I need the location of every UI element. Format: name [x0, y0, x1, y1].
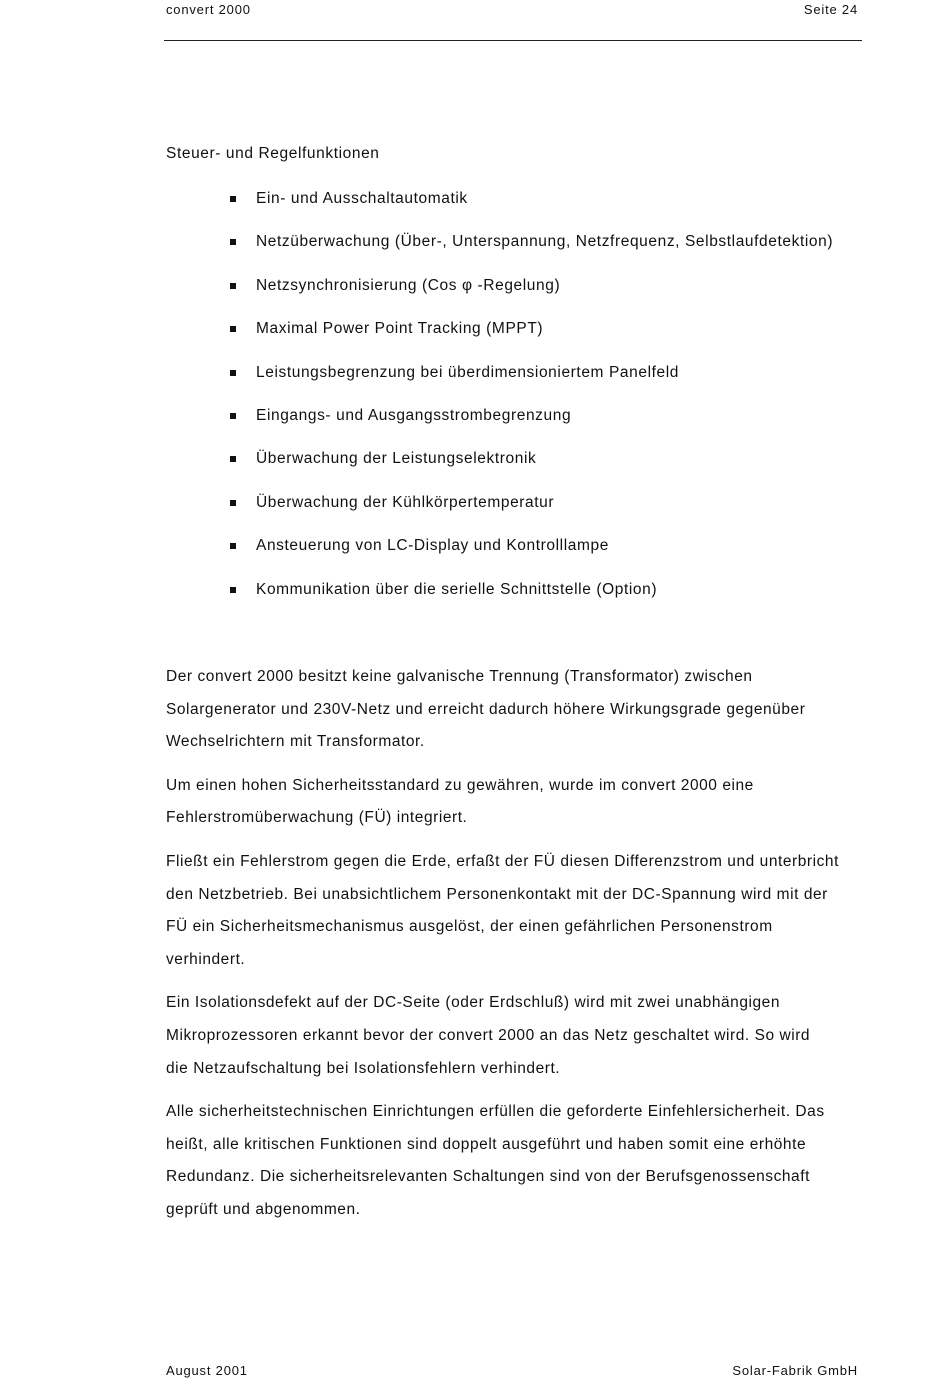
list-item-text: Maximal Power Point Tracking (MPPT): [256, 320, 544, 338]
text-line: die Netzaufschaltung bei Isolationsfehlern verhindert.: [166, 1059, 561, 1077]
section-title: Steuer- und Regelfunktionen: [166, 145, 380, 162]
header-page-number: Seite 24: [803, 2, 858, 17]
text-line: heißt, alle kritischen Funktionen sind doppelt ausgeführt und haben somit eine erhöhte: [166, 1135, 807, 1153]
square-bullet-icon: [230, 196, 236, 202]
list-item: [230, 362, 870, 405]
list-item-text: Netzüberwachung (Über-, Unterspannung, Netzfrequenz, Selbstlaufdetektion): [256, 233, 834, 251]
square-bullet-icon: [230, 283, 236, 289]
list-item-text: Leistungsbegrenzung bei überdimensioniertem Panelfeld: [256, 363, 680, 381]
text-line: geprüft und abgenommen.: [166, 1200, 361, 1218]
list-item: [230, 448, 870, 491]
paragraph-safety-standard: [166, 770, 866, 835]
list-item-text: Überwachung der Leistungselektronik: [256, 450, 537, 468]
paragraph-isolation: [166, 661, 866, 759]
header-document-title: convert 2000: [166, 2, 251, 17]
text-line: Redundanz. Die sicherheitsrelevanten Schaltungen sind von der Berufsgenossenschaft: [166, 1168, 810, 1186]
list-item: [230, 318, 870, 361]
text-line: Ein Isolationsdefekt auf der DC-Seite (oder Erdschluß) wird mit zwei unabhängigen: [166, 994, 781, 1012]
footer-date: August 2001: [166, 1363, 248, 1378]
square-bullet-icon: [230, 543, 236, 549]
text-line: Solargenerator und 230V-Netz und erreicht dadurch höhere Wirkungsgrade gegenüber: [166, 700, 806, 718]
body-text: [166, 661, 866, 1238]
control-functions-list: [230, 188, 870, 622]
square-bullet-icon: [230, 326, 236, 332]
list-item: [230, 231, 870, 274]
paragraph-fault-current: [166, 846, 866, 976]
list-item: [230, 275, 870, 318]
list-item: [230, 492, 870, 535]
text-line: Fehlerstromüberwachung (FÜ) integriert.: [166, 809, 468, 827]
text-line: Alle sicherheitstechnischen Einrichtungen erfüllen die geforderte Einfehlersicherheit. Das: [166, 1103, 825, 1121]
paragraph-insulation-defect: [166, 987, 866, 1085]
text-line: FÜ ein Sicherheitsmechanismus ausgelöst, der einen gefährlichen Personenstrom: [166, 918, 773, 936]
text-line: den Netzbetrieb. Bei unabsichtlichem Personenkontakt mit der DC-Spannung wird mit der: [166, 885, 828, 903]
text-line: Wechselrichtern mit Transformator.: [166, 733, 425, 751]
list-item: [230, 405, 870, 448]
list-item-text: Überwachung der Kühlkörpertemperatur: [256, 493, 555, 511]
list-item-text: Eingangs- und Ausgangsstrombegrenzung: [256, 406, 572, 424]
list-item: [230, 579, 870, 622]
header-divider: [164, 40, 862, 41]
footer-company: Solar-Fabrik GmbH: [732, 1363, 858, 1378]
page-footer: [166, 1363, 862, 1385]
square-bullet-icon: [230, 456, 236, 462]
square-bullet-icon: [230, 587, 236, 593]
list-item: [230, 188, 870, 231]
list-item: [230, 535, 870, 578]
square-bullet-icon: [230, 413, 236, 419]
list-item-text: Ein- und Ausschaltautomatik: [256, 190, 468, 207]
text-line: Um einen hohen Sicherheitsstandard zu gewähren, wurde im convert 2000 eine: [166, 776, 754, 794]
page-header: [166, 2, 862, 30]
square-bullet-icon: [230, 370, 236, 376]
text-line: Mikroprozessoren erkannt bevor der convert 2000 an das Netz geschaltet wird. So wird: [166, 1026, 811, 1044]
text-line: Der convert 2000 besitzt keine galvanische Trennung (Transformator) zwischen: [166, 668, 753, 685]
list-item-text: Kommunikation über die serielle Schnittstelle (Option): [256, 580, 658, 598]
square-bullet-icon: [230, 239, 236, 245]
list-item-text: Netzsynchronisierung (Cos φ -Regelung): [256, 276, 561, 294]
square-bullet-icon: [230, 500, 236, 506]
text-line: Fließt ein Fehlerstrom gegen die Erde, erfaßt der FÜ diesen Differenzstrom und unterbricht: [166, 852, 839, 870]
list-item-text: Ansteuerung von LC-Display und Kontrolllampe: [256, 537, 609, 555]
text-line: verhindert.: [166, 950, 246, 968]
paragraph-single-fault-safety: [166, 1096, 866, 1226]
